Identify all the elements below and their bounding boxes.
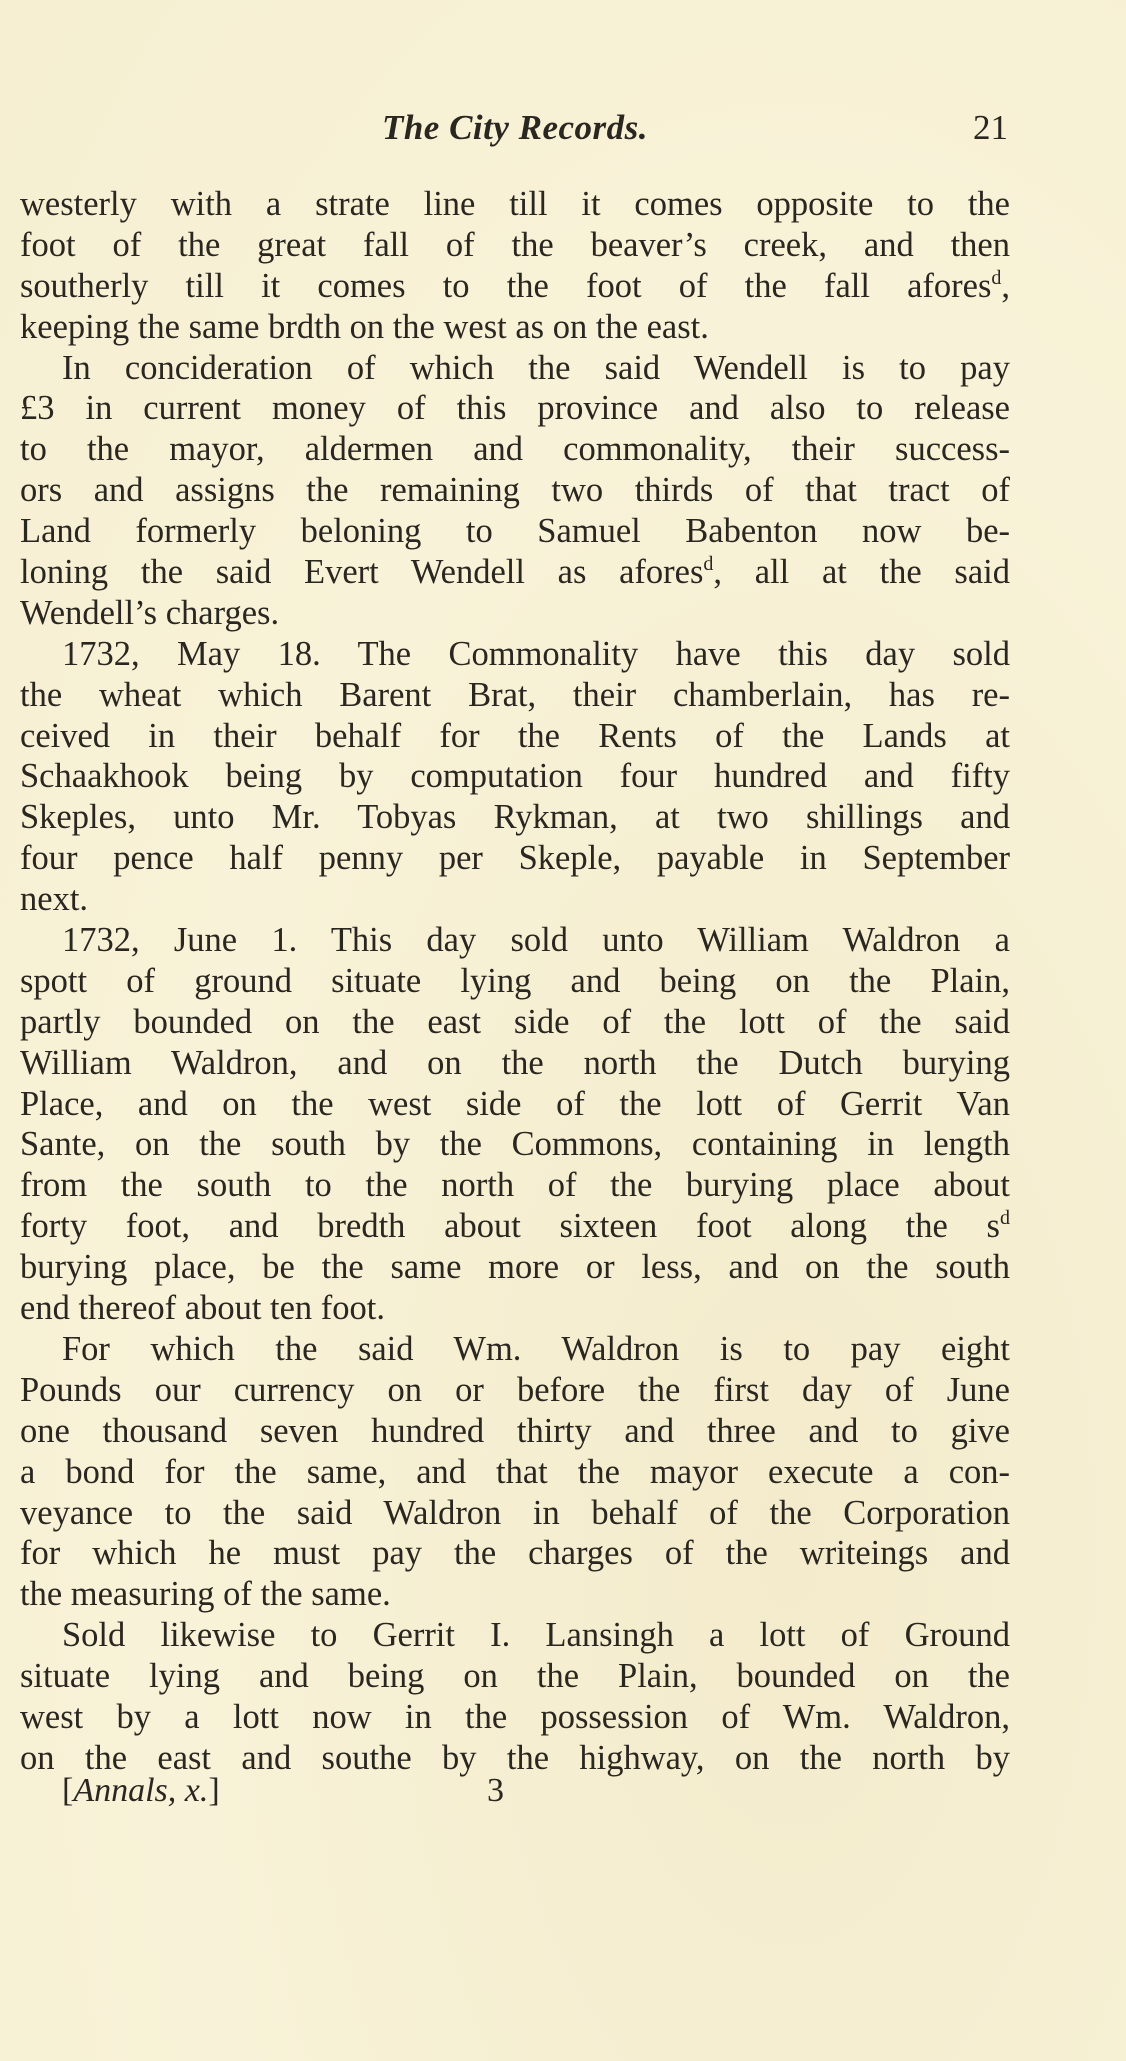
line-text: loning the said Evert Wendell as afores$^d$, all at the said: [20, 553, 1011, 592]
text-line: [20, 1452, 1010, 1493]
line-text: four pence half penny per Skeple, payable in September: [20, 839, 1010, 878]
text-line: [20, 225, 1010, 266]
line-text: partly bounded on the east side of the lott of the said: [20, 1002, 1010, 1041]
text-line: [20, 184, 1010, 225]
line-text: Schaakhook being by computation four hundred and fifty: [20, 757, 1010, 796]
text-line: [20, 511, 1010, 552]
line-text: ors and assigns the remaining two thirds of that tract of: [20, 471, 1010, 510]
page-number: 21: [973, 108, 1008, 147]
text-line: [20, 797, 1010, 838]
text-line: [20, 1697, 1010, 1738]
running-head-title: The City Records.: [381, 108, 649, 147]
line-text: 1732, June 1. This day sold unto William Waldron a: [62, 921, 1010, 960]
line-text: Pounds our currency on or before the first day of June: [20, 1370, 1010, 1409]
text-line: [20, 552, 1010, 593]
text-line: [20, 920, 1010, 961]
footer-signature: [62, 1772, 504, 1810]
line-text: forty foot, and bredth about sixteen foot along the $s^d$: [20, 1207, 1010, 1246]
paragraph: [20, 1329, 1010, 1615]
text-line: [20, 1411, 1010, 1452]
text-line: [20, 1533, 1010, 1574]
line-text: Wendell’s charges.: [20, 593, 280, 632]
line-text: west by a lott now in the possession of Wm. Waldron,: [20, 1697, 1010, 1736]
text-line: [20, 879, 1010, 920]
signature-number: 3: [487, 1772, 504, 1809]
line-text: on the east and southe by the highway, on the north by: [20, 1738, 1010, 1777]
signature-text: Annals, x.: [73, 1772, 209, 1809]
text-line: [20, 1329, 1010, 1370]
text-line: [20, 1247, 1010, 1288]
paragraph: [20, 184, 1010, 348]
line-text: situate lying and being on the Plain, bounded on the: [20, 1657, 1010, 1696]
body-text: [20, 184, 1010, 1779]
line-text: Skeples, unto Mr. Tobyas Rykman, at two shillings and: [20, 798, 1010, 837]
text-line: [20, 1656, 1010, 1697]
line-text: 1732, May 18. The Commonality have this day sold: [62, 634, 1010, 673]
text-line: [20, 716, 1010, 757]
line-text: one thousand seven hundred thirty and three and to give: [20, 1411, 1010, 1450]
line-text: ceived in their behalf for the Rents of the Lands at: [20, 716, 1010, 755]
text-line: [20, 1574, 1010, 1615]
text-line: [20, 307, 1010, 348]
line-text: a bond for the same, and that the mayor execute a con-: [20, 1452, 1010, 1491]
text-line: [20, 1165, 1010, 1206]
line-text: Land formerly beloning to Samuel Babenton now be-: [20, 512, 1010, 551]
bracket-close: ]: [208, 1772, 220, 1809]
text-line: [20, 1124, 1010, 1165]
text-line: [20, 470, 1010, 511]
line-text: Sold likewise to Gerrit I. Lansingh a lott of Ground: [62, 1616, 1010, 1655]
text-line: [20, 429, 1010, 470]
line-text: Place, and on the west side of the lott of Gerrit Van: [20, 1084, 1010, 1123]
line-text: to the mayor, aldermen and commonality, their success-: [20, 430, 1010, 469]
text-line: [20, 634, 1010, 675]
paragraph: [20, 348, 1010, 634]
line-text: for which he must pay the charges of the writeings and: [20, 1534, 1010, 1573]
line-text: £3 in current money of this province and also to release: [20, 389, 1010, 428]
line-text: Sante, on the south by the Commons, containing in length: [20, 1125, 1010, 1164]
line-text: William Waldron, and on the north the Dutch burying: [20, 1043, 1010, 1082]
text-line: [20, 1615, 1010, 1656]
text-line: [20, 1493, 1010, 1534]
paragraph: [20, 1615, 1010, 1779]
line-text: next.: [20, 880, 89, 919]
text-line: [20, 1043, 1010, 1084]
line-text: from the south to the north of the burying place about: [20, 1166, 1010, 1205]
superscript-abbreviation: d: [1000, 1207, 1010, 1230]
line-text: the wheat which Barent Brat, their chamberlain, has re-: [20, 675, 1010, 714]
line-text: For which the said Wm. Waldron is to pay eight: [62, 1329, 1010, 1368]
line-text: burying place, be the same more or less, and on the south: [20, 1248, 1010, 1287]
superscript-abbreviation: d: [991, 266, 1002, 289]
text-line: [20, 266, 1010, 307]
text-line: [20, 1084, 1010, 1125]
superscript-abbreviation: d: [703, 553, 714, 576]
bracket-open: [: [62, 1772, 74, 1809]
text-line: [20, 756, 1010, 797]
line-text: veyance to the said Waldron in behalf of the Corporation: [20, 1493, 1010, 1532]
text-line: [20, 1206, 1010, 1247]
paragraph: [20, 634, 1010, 920]
text-line: [20, 1002, 1010, 1043]
text-line: [20, 348, 1010, 389]
line-text: spott of ground situate lying and being on the Plain,: [20, 961, 1010, 1000]
text-line: [20, 1370, 1010, 1411]
line-text: keeping the same brdth on the west as on the east.: [20, 307, 709, 346]
line-text: end thereof about ten foot.: [20, 1289, 385, 1328]
line-text: westerly with a strate line till it comes opposite to the: [20, 185, 1010, 223]
line-text: foot of the great fall of the beaver’s creek, and then: [20, 225, 1010, 264]
text-line: [20, 675, 1010, 716]
line-text: In concideration of which the said Wendell is to pay: [62, 348, 1010, 387]
text-line: [20, 593, 1010, 634]
text-line: [20, 388, 1010, 429]
paragraph: [20, 920, 1010, 1329]
text-line: [20, 961, 1010, 1002]
line-text: the measuring of the same.: [20, 1575, 391, 1614]
signature-mark: [62, 1772, 220, 1809]
running-head: [20, 108, 1010, 152]
line-text: southerly till it comes to the foot of the fall afores$^d$,: [20, 266, 1010, 305]
text-line: [20, 1288, 1010, 1329]
text-line: [20, 838, 1010, 879]
